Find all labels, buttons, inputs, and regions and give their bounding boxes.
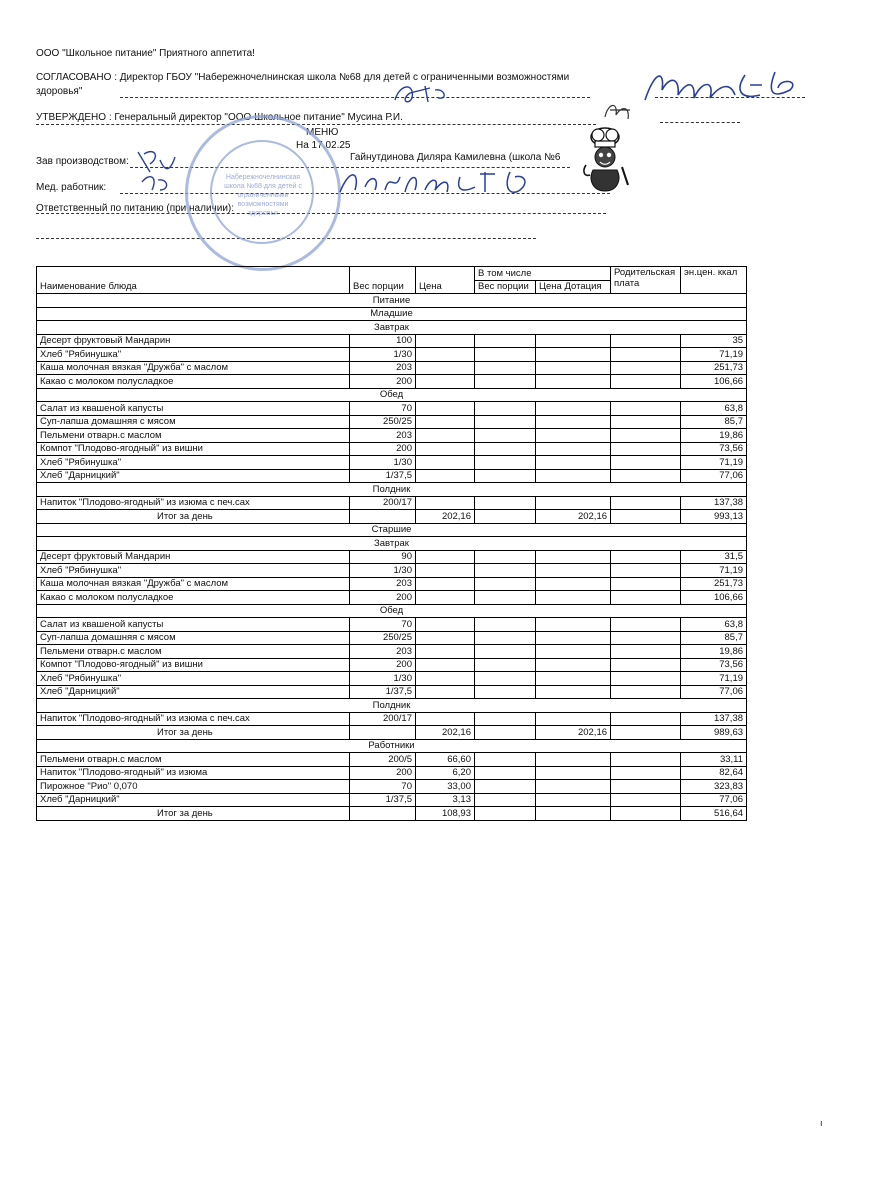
price-cell [416,375,475,389]
incl-price-cell [536,469,611,483]
dish-name: Каша молочная вязкая "Дружба" с маслом [37,361,350,375]
portion-cell: 1/37,5 [350,469,416,483]
incl-price-cell [536,618,611,632]
dish-name: Десерт фруктовый Мандарин [37,334,350,348]
incl-price-cell [536,334,611,348]
portion-cell [350,510,416,524]
parent-fee-cell [611,456,681,470]
incl-price-cell [536,361,611,375]
price-cell [416,672,475,686]
header-incl-price: Цена Дотация [536,280,611,294]
parent-fee-cell [611,753,681,767]
portion-cell: 203 [350,429,416,443]
energy-cell: 323,83 [681,780,747,794]
header-incl-portion: Вес порции [475,280,536,294]
director-signature [640,60,810,110]
incl-price-cell [536,658,611,672]
incl-portion-cell [475,793,536,807]
parent-fee-cell [611,577,681,591]
incl-portion-cell [475,685,536,699]
incl-portion-cell [475,361,536,375]
parent-fee-cell [611,442,681,456]
table-row [37,348,747,362]
energy-cell: 137,38 [681,712,747,726]
incl-price-cell [536,672,611,686]
table-row [37,618,747,632]
price-cell [416,564,475,578]
dish-name: Пирожное "Рио" 0,070 [37,780,350,794]
energy-cell: 73,56 [681,442,747,456]
header-energy: эн.цен. ккал [681,267,747,294]
incl-price-cell [536,496,611,510]
portion-cell: 203 [350,645,416,659]
energy-cell: 77,06 [681,793,747,807]
section-row [37,307,747,321]
dish-name: Салат из квашеной капусты [37,402,350,416]
stamp-text: Набережночелнинская школа №68 для детей с ограниченными возможностями здоровья [224,174,302,217]
table-row [37,415,747,429]
incl-portion-cell [475,402,536,416]
portion-cell: 90 [350,550,416,564]
table-row [37,402,747,416]
school-stamp [185,115,341,271]
dish-name: Хлеб "Дарницкий" [37,793,350,807]
table-row [37,645,747,659]
production-label: Зав производством: [36,156,129,167]
medic-label: Мед. работник: [36,182,107,193]
energy-cell: 82,64 [681,766,747,780]
approved-underline [36,124,596,125]
price-cell [416,685,475,699]
dish-name: Хлеб "Рябинушка" [37,456,350,470]
section-label: Младшие [37,307,747,321]
parent-fee-cell [611,429,681,443]
incl-price-cell [536,456,611,470]
table-row [37,442,747,456]
dish-name: Напиток "Плодово-ягодный" из изюма [37,766,350,780]
incl-portion-cell [475,564,536,578]
portion-cell: 250/25 [350,415,416,429]
agreed-line-1: СОГЛАСОВАНО : Директор ГБОУ "Набережночелнинская школа №68 для детей с ограниченными возможностями [36,72,570,83]
total-row [37,726,747,740]
table-row [37,564,747,578]
incl-price-cell [536,415,611,429]
incl-price-cell [536,712,611,726]
price-cell: 202,16 [416,726,475,740]
incl-price-cell [536,550,611,564]
energy-cell: 71,19 [681,348,747,362]
incl-portion-cell [475,766,536,780]
menu-title: МЕНЮ [306,127,339,138]
incl-portion-cell [475,550,536,564]
price-cell [416,469,475,483]
section-row [37,699,747,713]
portion-cell: 200 [350,591,416,605]
incl-portion-cell [475,658,536,672]
price-cell [416,658,475,672]
table-row [37,496,747,510]
dish-name: Какао с молоком полусладкое [37,591,350,605]
section-label: Обед [37,604,747,618]
section-row [37,294,747,308]
incl-portion-cell [475,577,536,591]
price-cell [416,591,475,605]
incl-portion-cell [475,618,536,632]
dish-name: Компот "Плодово-ягодный" из вишни [37,442,350,456]
price-cell: 66,60 [416,753,475,767]
price-cell [416,496,475,510]
incl-price-cell: 202,16 [536,510,611,524]
incl-price-cell [536,348,611,362]
medic-signature [335,162,565,202]
parent-fee-cell [611,469,681,483]
energy-cell: 71,19 [681,564,747,578]
table-row [37,469,747,483]
portion-cell: 203 [350,361,416,375]
incl-portion-cell [475,496,536,510]
agreed-signature-line [120,97,590,98]
price-cell [416,550,475,564]
dish-name: Хлеб "Рябинушка" [37,348,350,362]
table-row [37,658,747,672]
portion-cell: 100 [350,334,416,348]
table-row [37,456,747,470]
parent-fee-cell [611,658,681,672]
approved-line: УТВЕРЖДЕНО : Генеральный директор "ООО Школьное питание" Мусина Р.И. [36,112,403,123]
incl-price-cell [536,591,611,605]
parent-fee-cell [611,807,681,821]
energy-cell: 71,19 [681,456,747,470]
parent-fee-cell [611,618,681,632]
parent-fee-cell [611,726,681,740]
parent-fee-cell [611,550,681,564]
dish-name: Напиток "Плодово-ягодный" из изюма с печ.сах [37,496,350,510]
portion-cell: 1/30 [350,456,416,470]
incl-portion-cell [475,429,536,443]
company-line: ООО "Школьное питание" Приятного аппетита! [36,48,255,59]
dish-name: Какао с молоком полусладкое [37,375,350,389]
section-row [37,537,747,551]
incl-price-cell [536,807,611,821]
portion-cell: 200/5 [350,753,416,767]
section-label: Полдник [37,699,747,713]
section-label: Работники [37,739,747,753]
incl-price-cell [536,685,611,699]
section-label: Завтрак [37,321,747,335]
incl-portion-cell [475,375,536,389]
incl-price-cell [536,753,611,767]
incl-price-cell [536,793,611,807]
energy-cell: 63,8 [681,618,747,632]
incl-portion-cell [475,726,536,740]
price-cell [416,456,475,470]
incl-price-cell [536,577,611,591]
approved-signature-line [660,122,740,123]
table-row [37,766,747,780]
energy-cell: 19,86 [681,429,747,443]
price-cell [416,334,475,348]
section-label: Обед [37,388,747,402]
energy-cell: 33,11 [681,753,747,767]
section-row [37,483,747,497]
parent-fee-cell [611,415,681,429]
agreed-signature [390,78,460,108]
incl-price-cell [536,766,611,780]
section-row [37,321,747,335]
table-row [37,375,747,389]
energy-cell: 35 [681,334,747,348]
dish-name: Хлеб "Дарницкий" [37,685,350,699]
energy-cell: 63,8 [681,402,747,416]
price-cell [416,631,475,645]
incl-price-cell [536,564,611,578]
energy-cell: 516,64 [681,807,747,821]
header-price: Цена [416,267,475,294]
dish-name: Каша молочная вязкая "Дружба" с маслом [37,577,350,591]
section-row [37,523,747,537]
energy-cell: 73,56 [681,658,747,672]
menu-table [36,266,747,821]
dish-name: Итог за день [37,807,350,821]
dish-name: Суп-лапша домашняя с мясом [37,415,350,429]
table-row [37,753,747,767]
parent-fee-cell [611,712,681,726]
parent-fee-cell [611,496,681,510]
portion-cell: 200 [350,375,416,389]
portion-cell: 70 [350,780,416,794]
parent-fee-cell [611,766,681,780]
incl-portion-cell [475,442,536,456]
table-row [37,361,747,375]
table-row [37,631,747,645]
table-row [37,712,747,726]
incl-portion-cell [475,591,536,605]
portion-cell: 1/37,5 [350,685,416,699]
price-cell [416,577,475,591]
energy-cell: 19,86 [681,645,747,659]
parent-fee-cell [611,375,681,389]
energy-cell: 993,13 [681,510,747,524]
corner-mark: ı [820,1118,823,1128]
parent-fee-cell [611,591,681,605]
table-row [37,780,747,794]
energy-cell: 251,73 [681,577,747,591]
incl-price-cell [536,442,611,456]
price-cell [416,712,475,726]
price-cell [416,645,475,659]
portion-cell: 70 [350,402,416,416]
header-portion: Вес порции [350,267,416,294]
energy-cell: 106,66 [681,375,747,389]
parent-fee-cell [611,793,681,807]
price-cell: 6,20 [416,766,475,780]
price-cell [416,618,475,632]
price-cell [416,361,475,375]
portion-cell: 200 [350,766,416,780]
parent-fee-cell [611,645,681,659]
table-header-row-1 [37,267,747,281]
chef-logo-icon [578,125,633,195]
parent-fee-cell [611,672,681,686]
dish-name: Хлеб "Дарницкий" [37,469,350,483]
incl-portion-cell [475,334,536,348]
incl-price-cell [536,375,611,389]
section-label: Завтрак [37,537,747,551]
incl-portion-cell [475,672,536,686]
incl-price-cell [536,645,611,659]
table-row [37,429,747,443]
dish-name: Итог за день [37,726,350,740]
incl-portion-cell [475,469,536,483]
table-row [37,672,747,686]
price-cell [416,348,475,362]
incl-portion-cell [475,807,536,821]
dish-name: Десерт фруктовый Мандарин [37,550,350,564]
header-parent-fee: Родительская плата [611,267,681,294]
dish-name: Пельмени отварн.с маслом [37,645,350,659]
table-row [37,550,747,564]
energy-cell: 77,06 [681,469,747,483]
incl-portion-cell [475,631,536,645]
dish-name: Пельмени отварн.с маслом [37,429,350,443]
table-row [37,334,747,348]
price-cell: 202,16 [416,510,475,524]
energy-cell: 71,19 [681,672,747,686]
parent-fee-cell [611,780,681,794]
portion-cell: 200/17 [350,496,416,510]
energy-cell: 85,7 [681,415,747,429]
portion-cell: 200 [350,658,416,672]
approved-signature [600,95,640,125]
incl-portion-cell [475,415,536,429]
incl-portion-cell [475,712,536,726]
portion-cell: 203 [350,577,416,591]
price-cell [416,402,475,416]
parent-fee-cell [611,685,681,699]
parent-fee-cell [611,564,681,578]
dish-name: Компот "Плодово-ягодный" из вишни [37,658,350,672]
energy-cell: 251,73 [681,361,747,375]
price-cell: 3,13 [416,793,475,807]
header-dish-name: Наименование блюда [37,267,350,294]
header-including: В том числе [475,267,611,281]
incl-portion-cell [475,645,536,659]
incl-price-cell [536,631,611,645]
responsible-label: Ответственный по питанию (при наличии): [36,203,235,214]
parent-fee-cell [611,631,681,645]
dish-name: Напиток "Плодово-ягодный" из изюма с печ.сах [37,712,350,726]
production-signature [130,142,190,197]
portion-cell: 70 [350,618,416,632]
table-row [37,793,747,807]
energy-cell: 77,06 [681,685,747,699]
portion-cell: 1/30 [350,348,416,362]
portion-cell: 200/17 [350,712,416,726]
portion-cell: 1/30 [350,564,416,578]
production-name: Гайнутдинова Диляра Камилевна (школа №6 [350,152,561,163]
energy-cell: 137,38 [681,496,747,510]
incl-portion-cell [475,348,536,362]
section-row [37,604,747,618]
incl-price-cell [536,402,611,416]
price-cell: 33,00 [416,780,475,794]
parent-fee-cell [611,334,681,348]
energy-cell: 85,7 [681,631,747,645]
menu-date: На 17.02.25 [296,140,351,151]
incl-portion-cell [475,456,536,470]
energy-cell: 106,66 [681,591,747,605]
incl-price-cell: 202,16 [536,726,611,740]
portion-cell: 1/30 [350,672,416,686]
incl-price-cell [536,780,611,794]
section-row [37,388,747,402]
section-row [37,739,747,753]
portion-cell [350,726,416,740]
dish-name: Хлеб "Рябинушка" [37,564,350,578]
incl-portion-cell [475,510,536,524]
section-label: Питание [37,294,747,308]
energy-cell: 989,63 [681,726,747,740]
incl-portion-cell [475,753,536,767]
portion-cell: 250/25 [350,631,416,645]
table-row [37,591,747,605]
price-cell [416,429,475,443]
dish-name: Пельмени отварн.с маслом [37,753,350,767]
agreed-line-2: здоровья" [36,86,83,97]
parent-fee-cell [611,402,681,416]
table-row [37,685,747,699]
section-label: Старшие [37,523,747,537]
total-row [37,510,747,524]
price-cell [416,415,475,429]
dish-name: Итог за день [37,510,350,524]
portion-cell [350,807,416,821]
price-cell: 108,93 [416,807,475,821]
incl-price-cell [536,429,611,443]
price-cell [416,442,475,456]
dish-name: Хлеб "Рябинушка" [37,672,350,686]
total-row [37,807,747,821]
portion-cell: 1/37,5 [350,793,416,807]
portion-cell: 200 [350,442,416,456]
dish-name: Салат из квашеной капусты [37,618,350,632]
parent-fee-cell [611,348,681,362]
parent-fee-cell [611,361,681,375]
energy-cell: 31,5 [681,550,747,564]
section-label: Полдник [37,483,747,497]
parent-fee-cell [611,510,681,524]
table-row [37,577,747,591]
dish-name: Суп-лапша домашняя с мясом [37,631,350,645]
incl-portion-cell [475,780,536,794]
